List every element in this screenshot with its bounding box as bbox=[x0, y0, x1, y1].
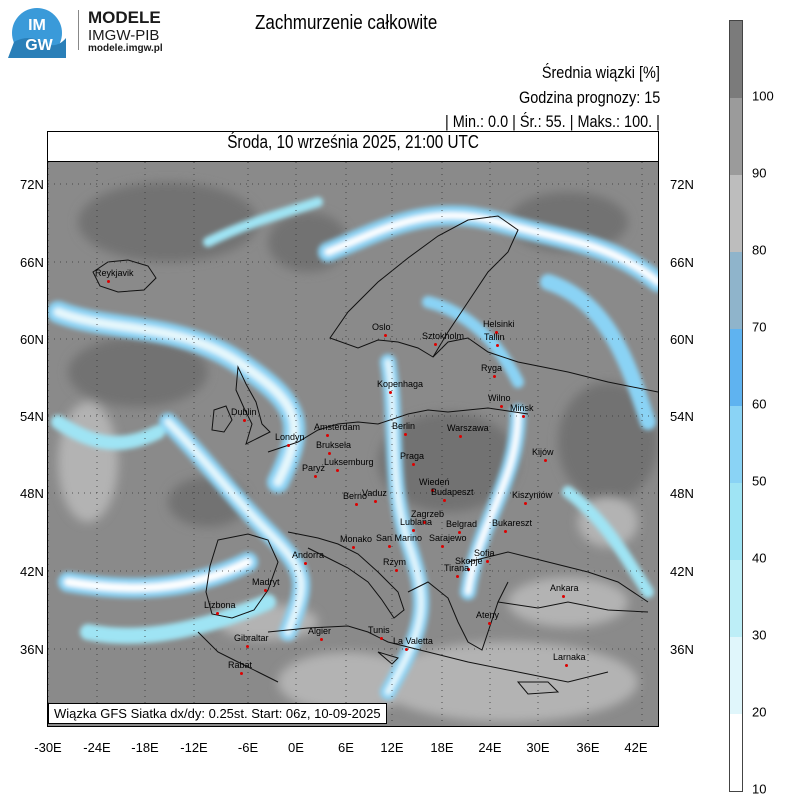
lat-label-left: 66N bbox=[20, 255, 44, 270]
city-label: Paryż bbox=[302, 463, 326, 473]
city-marker bbox=[336, 469, 339, 472]
colorbar-label: 70 bbox=[752, 319, 767, 335]
city-label: Bruksela bbox=[316, 440, 352, 450]
city-label: Skopje bbox=[455, 556, 483, 566]
lat-label-left: 48N bbox=[20, 486, 44, 501]
lat-label-left: 72N bbox=[20, 177, 44, 192]
city-marker bbox=[388, 545, 391, 548]
colorbar-label: 30 bbox=[752, 627, 767, 643]
lon-label: -24E bbox=[83, 740, 111, 755]
city-marker bbox=[320, 638, 323, 641]
cloud-cover-map bbox=[48, 162, 658, 726]
colorbar-segment bbox=[730, 714, 742, 791]
colorbar-label: 100 bbox=[752, 88, 774, 104]
city-marker bbox=[496, 344, 499, 347]
city-label: Ryga bbox=[481, 363, 503, 373]
colorbar-label: 60 bbox=[752, 396, 767, 412]
city-label: Luksemburg bbox=[324, 457, 374, 467]
colorbar-label: 80 bbox=[752, 242, 767, 258]
city-marker bbox=[456, 575, 459, 578]
city-marker bbox=[380, 637, 383, 640]
city-label: Amsterdam bbox=[314, 422, 361, 432]
city-marker bbox=[355, 503, 358, 506]
city-label: Kijów bbox=[532, 447, 554, 457]
city-marker bbox=[493, 375, 496, 378]
city-label: Sarajewo bbox=[429, 533, 467, 543]
logo-mark-line1: IM bbox=[28, 17, 46, 34]
city-label: Sztokholm bbox=[422, 331, 465, 341]
lon-label: 24E bbox=[478, 740, 502, 755]
date-text: Środa, 10 września 2025, 21:00 UTC bbox=[227, 132, 479, 152]
colorbar-segment bbox=[730, 637, 742, 714]
colorbar-segment bbox=[730, 21, 742, 98]
lat-label-left: 36N bbox=[20, 642, 44, 657]
city-marker bbox=[264, 589, 267, 592]
city-label: Ateny bbox=[476, 610, 500, 620]
lon-label: 30E bbox=[526, 740, 550, 755]
lon-label: 36E bbox=[576, 740, 600, 755]
city-label: Andorra bbox=[292, 550, 325, 560]
city-label: Lublana bbox=[400, 517, 433, 527]
colorbar-segment bbox=[730, 252, 742, 329]
city-marker bbox=[459, 435, 462, 438]
city-label: Wiedeń bbox=[419, 477, 450, 487]
lon-label: -6E bbox=[237, 740, 259, 755]
colorbar-label: 10 bbox=[752, 781, 767, 797]
city-label: Larnaka bbox=[553, 652, 586, 662]
city-label: Berno bbox=[343, 491, 368, 501]
lon-label: 6E bbox=[338, 740, 354, 755]
city-label: Rzym bbox=[383, 557, 406, 567]
city-label: Tallin bbox=[484, 332, 505, 342]
colorbar bbox=[729, 20, 743, 792]
footer-label: Wiązka GFS Siatka dx/dy: 0.25st. Start: 06z, 10-09-2025 bbox=[48, 703, 387, 724]
city-label: Dublin bbox=[231, 407, 257, 417]
city-label: Belgrad bbox=[446, 519, 478, 529]
colorbar-segment bbox=[730, 175, 742, 252]
lat-label-right: 60N bbox=[670, 332, 694, 347]
city-marker bbox=[504, 530, 507, 533]
lat-label-left: 42N bbox=[20, 564, 44, 579]
city-marker bbox=[352, 546, 355, 549]
lon-label: -12E bbox=[180, 740, 208, 755]
info-line-stat: Średnia wiązki [%] bbox=[541, 63, 660, 82]
brand-site: modele.imgw.pl bbox=[88, 43, 163, 54]
map-title: Zachmurzenie całkowite bbox=[255, 12, 438, 34]
city-label: Kopenhaga bbox=[377, 379, 424, 389]
logo-divider bbox=[78, 10, 79, 50]
city-marker bbox=[287, 444, 290, 447]
city-label: Oslo bbox=[372, 322, 391, 332]
colorbar-segment bbox=[730, 560, 742, 637]
lon-label: -18E bbox=[131, 740, 159, 755]
city-marker bbox=[412, 529, 415, 532]
info-line-minmax: | Min.: 0.0 | Śr.: 55. | Maks.: 100. | bbox=[445, 112, 660, 131]
city-label: Madryt bbox=[252, 577, 280, 587]
city-marker bbox=[500, 405, 503, 408]
city-label: Mińsk bbox=[510, 403, 534, 413]
logo-mark-line2: GW bbox=[25, 37, 53, 54]
city-marker bbox=[107, 280, 110, 283]
lon-label: 12E bbox=[380, 740, 404, 755]
city-marker bbox=[544, 459, 547, 462]
colorbar-label: 90 bbox=[752, 165, 767, 181]
lat-label-right: 42N bbox=[670, 564, 694, 579]
city-marker bbox=[374, 500, 377, 503]
city-marker bbox=[441, 545, 444, 548]
city-label: Zagrzeb bbox=[411, 509, 445, 519]
city-marker bbox=[240, 672, 243, 675]
city-marker bbox=[304, 562, 307, 565]
city-marker bbox=[404, 433, 407, 436]
lon-label: 0E bbox=[288, 740, 304, 755]
city-marker bbox=[434, 343, 437, 346]
city-label: Berlin bbox=[392, 421, 416, 431]
city-label: Lizbona bbox=[204, 600, 236, 610]
imgw-logo bbox=[8, 8, 66, 58]
lat-label-right: 36N bbox=[670, 642, 694, 657]
colorbar-label: 50 bbox=[752, 473, 767, 489]
city-marker bbox=[384, 334, 387, 337]
city-marker bbox=[328, 452, 331, 455]
lon-label: 18E bbox=[430, 740, 454, 755]
lat-label-right: 66N bbox=[670, 255, 694, 270]
lat-label-right: 54N bbox=[670, 409, 694, 424]
lat-label-left: 60N bbox=[20, 332, 44, 347]
city-marker bbox=[562, 595, 565, 598]
colorbar-label: 20 bbox=[752, 704, 767, 720]
city-label: San Marino bbox=[376, 533, 423, 543]
brand-org: IMGW-PIB bbox=[88, 27, 160, 44]
city-marker bbox=[524, 502, 527, 505]
lon-label: -30E bbox=[34, 740, 62, 755]
city-marker bbox=[326, 434, 329, 437]
city-label: Budapeszt bbox=[431, 487, 474, 497]
city-marker bbox=[488, 622, 491, 625]
city-label: La Valetta bbox=[393, 636, 433, 646]
city-label: Vaduz bbox=[362, 488, 387, 498]
city-label: Algier bbox=[308, 626, 332, 636]
date-bar bbox=[47, 131, 659, 162]
city-marker bbox=[443, 499, 446, 502]
lon-label: 42E bbox=[624, 740, 648, 755]
lat-label-right: 72N bbox=[670, 177, 694, 192]
city-label: Bukareszt bbox=[492, 518, 533, 528]
city-label: Warszawa bbox=[447, 423, 489, 433]
city-label: Ankara bbox=[550, 583, 579, 593]
city-marker bbox=[243, 419, 246, 422]
colorbar-segment bbox=[730, 406, 742, 483]
city-label: Tunis bbox=[368, 625, 390, 635]
city-label: Praga bbox=[400, 451, 425, 461]
city-marker bbox=[314, 475, 317, 478]
city-label: Rabat bbox=[228, 660, 253, 670]
city-marker bbox=[216, 612, 219, 615]
city-label: Helsinki bbox=[483, 319, 515, 329]
brand-name: MODELE bbox=[88, 8, 161, 27]
city-marker bbox=[522, 415, 525, 418]
colorbar-segment bbox=[730, 483, 742, 560]
city-label: Tirana bbox=[444, 563, 470, 573]
city-marker bbox=[389, 391, 392, 394]
city-label: Reykjavik bbox=[95, 268, 134, 278]
city-marker bbox=[405, 648, 408, 651]
city-marker bbox=[565, 664, 568, 667]
city-label: Monako bbox=[340, 534, 373, 544]
city-label: Wilno bbox=[488, 393, 511, 403]
colorbar-segment bbox=[730, 329, 742, 406]
city-marker bbox=[412, 463, 415, 466]
city-label: Londyn bbox=[275, 432, 305, 442]
city-marker bbox=[486, 560, 489, 563]
lat-label-right: 48N bbox=[670, 486, 694, 501]
colorbar-label: 40 bbox=[752, 550, 767, 566]
city-label: Kiszyniów bbox=[512, 490, 553, 500]
city-marker bbox=[246, 645, 249, 648]
city-label: Gibraltar bbox=[234, 633, 269, 643]
info-line-forecast-hour: Godzina prognozy: 15 bbox=[518, 88, 660, 107]
city-label: Sofia bbox=[474, 548, 495, 558]
city-marker bbox=[395, 569, 398, 572]
colorbar-segment bbox=[730, 98, 742, 175]
lat-label-left: 54N bbox=[20, 409, 44, 424]
